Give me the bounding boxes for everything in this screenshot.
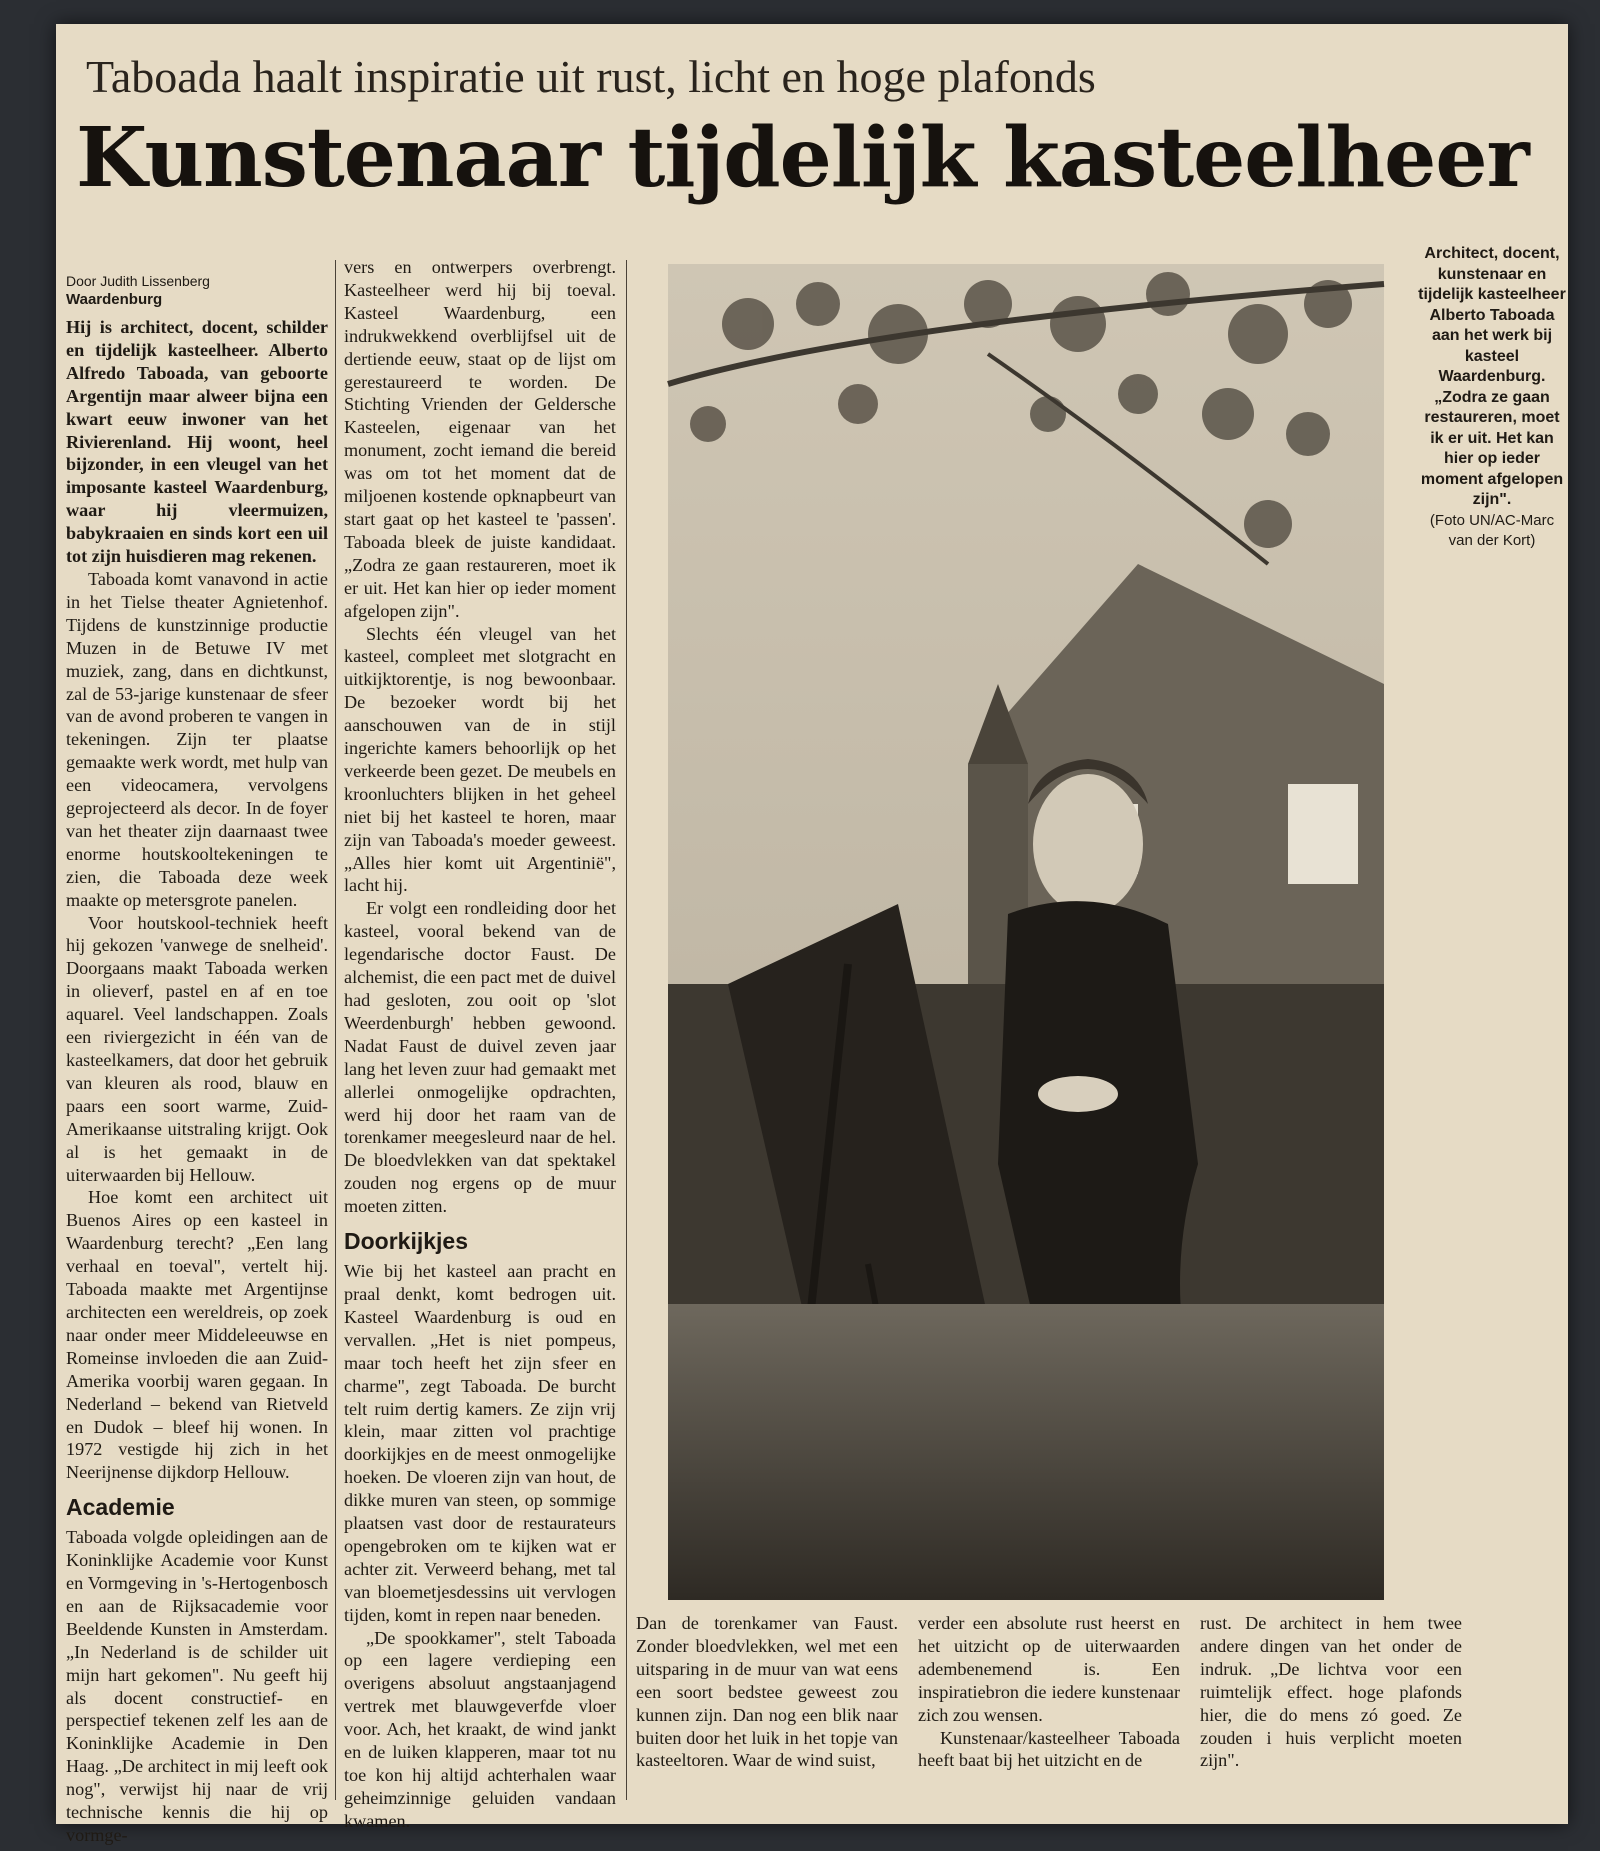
- photo-artist-at-easel: [668, 264, 1384, 1600]
- subheading-doorkijkjes: Doorkijkjes: [344, 1228, 468, 1255]
- photo-caption: [1418, 244, 1566, 552]
- main-headline: Kunstenaar tijdelijk kasteelheer: [76, 110, 1529, 206]
- paragraph: Taboada volgde opleidingen aan de Koninklijke Academie voor Kunst en Vormgeving in 's-Hertogenbosch en aan de Rijksacademie voor Beeldende Kunsten in Amsterdam. „In Nederland is de schilder uit mijn hart gekomen". Nu geeft hij als docent constructief- en perspectief tekenen zelf les aan de Koninklijke Academie in Den Haag. „De architect in mij leeft ook nog", verwijst hij naar de vrij technische kennis die hij op vormge-: [66, 1527, 328, 1845]
- paragraph: verder een absolute rust heerst en het uitzicht op de uiterwaarden adembenemend is. Een inspiratiebron die iedere kunstenaar zich zou wensen.: [918, 1613, 1180, 1725]
- column-4: [918, 1612, 1180, 1772]
- paragraph: Kunstenaar/kasteelheer Taboada heeft baat bij het uitzicht en de: [918, 1727, 1180, 1771]
- photo-credit: (Foto UN/AC-Marc van der Kort): [1429, 511, 1555, 549]
- column-3: [636, 1612, 898, 1772]
- paragraph: „De spookkamer", stelt Taboada op een lagere verdieping een overigens absoluut angstaanjagend vertrek met blauwgeverfde vloer voor. Ach, het kraakt, de wind jankt en de luiken klapperen, maar tot nu toe kon hij altijd achterhalen waar geheimzinnige geluiden vandaan kwamen.: [344, 1627, 616, 1831]
- byline: Door Judith Lissenberg: [66, 273, 210, 289]
- kicker-headline: Taboada haalt inspiratie uit rust, licht en hoge plafonds: [86, 51, 1096, 102]
- caption-text: Architect, docent, kunstenaar en tijdelijk kasteelheer Alberto Taboada aan het werk bij kasteel Waardenburg. „Zodra ze gaan restaureren, moet ik er uit. Het kan hier op ieder moment afgelopen zijn".: [1418, 245, 1566, 508]
- column-2: [344, 256, 616, 1833]
- paragraph: Voor houtskool-techniek heeft hij gekozen 'vanwege de snelheid'. Doorgaans maakt Taboada werken in olieverf, pastel en af en toe aquarel. Veel landschappen. Zoals een riviergezicht in één van de kasteelkamers, dat door het gebruik van kleuren als rood, blauw en paars een soort warme, Zuid-Amerikaanse uitstraling krijgt. Ook al is het gemaakt in de uiterwaarden bij Hellouw.: [66, 912, 328, 1185]
- column-rule: [626, 260, 627, 1800]
- paragraph: vers en ontwerpers overbrengt. Kasteelheer werd hij bij toeval. Kasteel Waardenburg, een indrukwekkend overblijfsel uit de dertiende eeuw, staat op de lijst om gerestaureerd te worden. De Stichting Vrienden der Geldersche Kasteelen, eigenaar van het monument, zocht iemand die bereid was om tot het moment dat de miljoenen kostende opknapbeurt van start gaat op het kasteel te 'passen'. Taboada bleek de juiste kandidaat. „Zodra ze gaan restaureren, moet ik er uit. Het kan hier op ieder moment afgelopen zijn".: [344, 257, 616, 621]
- paragraph: Slechts één vleugel van het kasteel, compleet met slotgracht en uitkijktorentje, is nog bewoonbaar. De bezoeker wordt bij het aanschouwen van de in stijl ingerichte kamers behoorlijk op het verkeerde been gezet. De meubels en kroonluchters blijken in het geheel niet bij het kasteel te horen, maar zijn van Taboada's moeder geweest. „Alles hier komt uit Argentinië", lacht hij.: [344, 623, 616, 896]
- paragraph: Er volgt een rondleiding door het kasteel, vooral bekend van de legendarische doctor Faust. De alchemist, die een pact met de duivel had gesloten, zou ooit op 'slot Weerdenburgh' hebben gewoond. Nadat Faust de duivel zeven jaar lang het leven zuur had gemaakt met allerlei onmogelijke opdrachten, werd hij door het raam van de torenkamer meegesleurd naar de hel. De bloedvlekken van dat spektakel zouden nog ergens op de muur moeten zitten.: [344, 898, 616, 1217]
- column-1: [66, 272, 328, 1847]
- subheading-academie: Academie: [66, 1494, 175, 1521]
- newspaper-clipping: [56, 24, 1568, 1845]
- paragraph: rust. De architect in hem twee andere dingen van het onder de indruk. „De lichtva voor een ruimtelijk effect. hoge plafonds hier, die do mens zó goed. Ze zouden i huis verplicht moeten zijn".: [1200, 1613, 1462, 1771]
- paragraph: Wie bij het kasteel aan pracht en praal denkt, komt bedrogen uit. Kasteel Waardenburg is oud en vervallen. „Het is niet pompeus, maar toch heeft het zijn sfeer en charme", zegt Taboada. De burcht telt ruim dertig kamers. Ze zijn vrij klein, maar zitten vol prachtige doorkijkjes en de meest onmogelijke hoeken. De vloeren zijn van hout, de dikke muren van steen, op sommige plaatsen vast door de restaurateurs opengebroken om te kijken wat er achter zit. Verweerd behang, met tal van bloemetjesdessins uit vervlogen tijden, komt in repen naar beneden.: [344, 1261, 616, 1625]
- paragraph: Taboada komt vanavond in actie in het Tielse theater Agnietenhof. Tijdens de kunstzinnige productie Muzen in de Betuwe IV met muziek, zang, dans en dichtkunst, zal de 53-jarige kunstenaar de sfeer van de avond proberen te vangen in tekeningen. Zijn ter plaatse gemaakte werk wordt, met hulp van een videocamera, vervolgens geprojecteerd als decor. In de foyer van het theater zijn daarnaast twee enorme houtskooltekeningen te zien, die Taboada deze week maakte op metersgrote panelen.: [66, 568, 328, 910]
- paragraph: Hoe komt een architect uit Buenos Aires op een kasteel in Waardenburg terecht? „Een lang verhaal en toeval", vertelt hij. Taboada maakte met Argentijnse architecten een wereldreis, op zoek naar onder meer Middeleeuwse en Romeinse invloeden die aan Zuid-Amerika voorbij waren gegaan. In Nederland – bekend van Rietveld en Dudok – bleef hij wonen. In 1972 vestigde hij zich in het Neerijnense dijkdorp Hellouw.: [66, 1187, 328, 1483]
- column-rule: [335, 260, 336, 1800]
- dateline: Waardenburg: [66, 291, 163, 308]
- lead-paragraph: Hij is architect, docent, schilder en tijdelijk kasteelheer. Alberto Alfredo Taboada, van geboorte Argentijn maar alweer bijna een kwart eeuw inwoner van het Rivierenland. Hij woont, heel bijzonder, in een vleugel van het imposante kasteel Waardenburg, waar hij vleermuizen, babykraaien en sinds kort een uil tot zijn huisdieren mag rekenen.: [66, 317, 328, 567]
- column-5: [1200, 1612, 1462, 1772]
- paragraph: Dan de torenkamer van Faust. Zonder bloedvlekken, wel met een uitsparing in de muur van wat eens een soort bedstee geweest zou kunnen zijn. Dan nog een blik naar buiten door het luik in het topje van kasteeltoren. Waar de wind suist,: [636, 1613, 898, 1771]
